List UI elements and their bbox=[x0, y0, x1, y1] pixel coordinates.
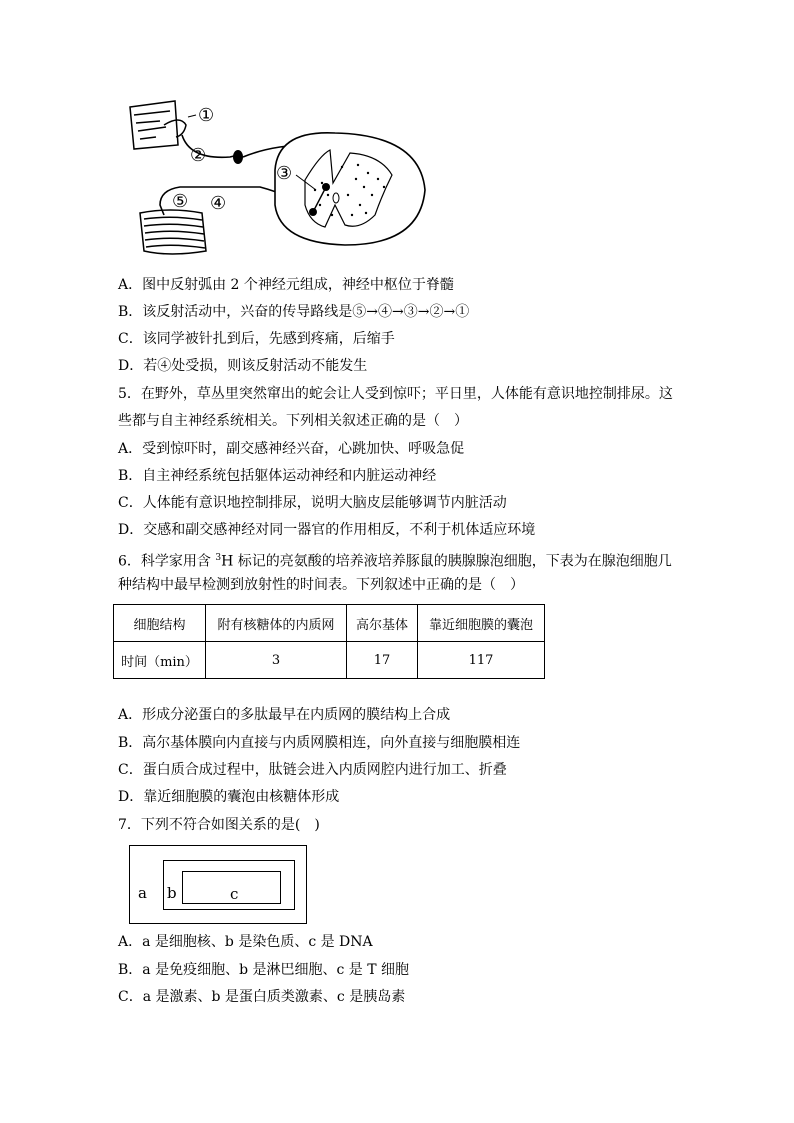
label-1: ① bbox=[198, 105, 215, 126]
table-row-label: 时间（min） bbox=[114, 642, 206, 679]
q4-option-c: C．该同学被针扎到后，先感到疼痛，后缩手 bbox=[118, 331, 395, 347]
q7-stem: 7．下列不符合如图关系的是( ) bbox=[118, 817, 320, 833]
label-4: ④ bbox=[210, 193, 227, 214]
reflex-arc-diagram bbox=[120, 95, 440, 260]
q6-option-a: A．形成分泌蛋白的多肽最早在内质网的膜结构上合成 bbox=[118, 707, 451, 723]
q6-option-c: C．蛋白质合成过程中，肽链会进入内质网腔内进行加工、折叠 bbox=[118, 762, 507, 778]
spinal-cord bbox=[275, 133, 425, 245]
q6-table bbox=[113, 604, 545, 679]
box-label-b: b bbox=[167, 884, 177, 902]
label-3: ③ bbox=[276, 163, 293, 184]
box-label-c: c bbox=[230, 885, 239, 903]
skin-receptor bbox=[130, 101, 186, 149]
box-label-a: a bbox=[138, 884, 147, 902]
q6-stem-line2: 种结构中最早检测到放射性的时间表。下列叙述中正确的是（ ） bbox=[118, 577, 524, 593]
q6-option-d: D．靠近细胞膜的囊泡由核糖体形成 bbox=[118, 789, 340, 805]
q4-option-a: A．图中反射弧由 2 个神经元组成，神经中枢位于脊髓 bbox=[118, 277, 454, 293]
q5-option-a: A．受到惊吓时，副交感神经兴奋，心跳加快、呼吸急促 bbox=[118, 441, 465, 457]
table-cell: 3 bbox=[206, 642, 347, 679]
q4-option-d: D．若④处受损，则该反射活动不能发生 bbox=[118, 358, 368, 374]
ganglion bbox=[233, 150, 243, 164]
q5-stem-line1: 5．在野外，草丛里突然窜出的蛇会让人受到惊吓；平日里，人体能有意识地控制排尿。这 bbox=[118, 386, 673, 402]
label-5: ⑤ bbox=[172, 191, 189, 212]
muscle-effector bbox=[140, 210, 206, 254]
q7-option-c: C．a 是激素、b 是蛋白质类激素、c 是胰岛素 bbox=[118, 989, 406, 1005]
table-cell: 117 bbox=[418, 642, 545, 679]
q4-option-b: B．该反射活动中，兴奋的传导路线是⑤→④→③→②→① bbox=[118, 304, 470, 320]
table-header: 高尔基体 bbox=[347, 605, 418, 642]
table-header: 细胞结构 bbox=[114, 605, 206, 642]
table-header: 附有核糖体的内质网 bbox=[206, 605, 347, 642]
q6-stem-line1: 6．科学家用含 $^3$H 标记的亮氨酸的培养液培养豚鼠的胰腺腺泡细胞，下表为在腺泡细胞几 bbox=[118, 553, 672, 570]
table-row bbox=[114, 642, 545, 679]
table-cell: 17 bbox=[347, 642, 418, 679]
table-header: 靠近细胞膜的囊泡 bbox=[418, 605, 545, 642]
label-2: ② bbox=[190, 145, 207, 166]
q7-option-b: B．a 是免疫细胞、b 是淋巴细胞、c 是 T 细胞 bbox=[118, 962, 410, 978]
table-row bbox=[114, 605, 545, 642]
q5-option-c: C．人体能有意识地控制排尿，说明大脑皮层能够调节内脏活动 bbox=[118, 495, 507, 511]
q5-stem-line2: 些都与自主神经系统相关。下列相关叙述正确的是（ ） bbox=[118, 413, 468, 429]
q6-option-b: B．高尔基体膜向内直接与内质网膜相连，向外直接与细胞膜相连 bbox=[118, 735, 521, 751]
q5-option-b: B．自主神经系统包括躯体运动神经和内脏运动神经 bbox=[118, 468, 437, 484]
q5-option-d: D．交感和副交感神经对同一器官的作用相反，不利于机体适应环境 bbox=[118, 522, 536, 538]
q7-option-a: A．a 是细胞核、b 是染色质、c 是 DNA bbox=[118, 934, 373, 950]
